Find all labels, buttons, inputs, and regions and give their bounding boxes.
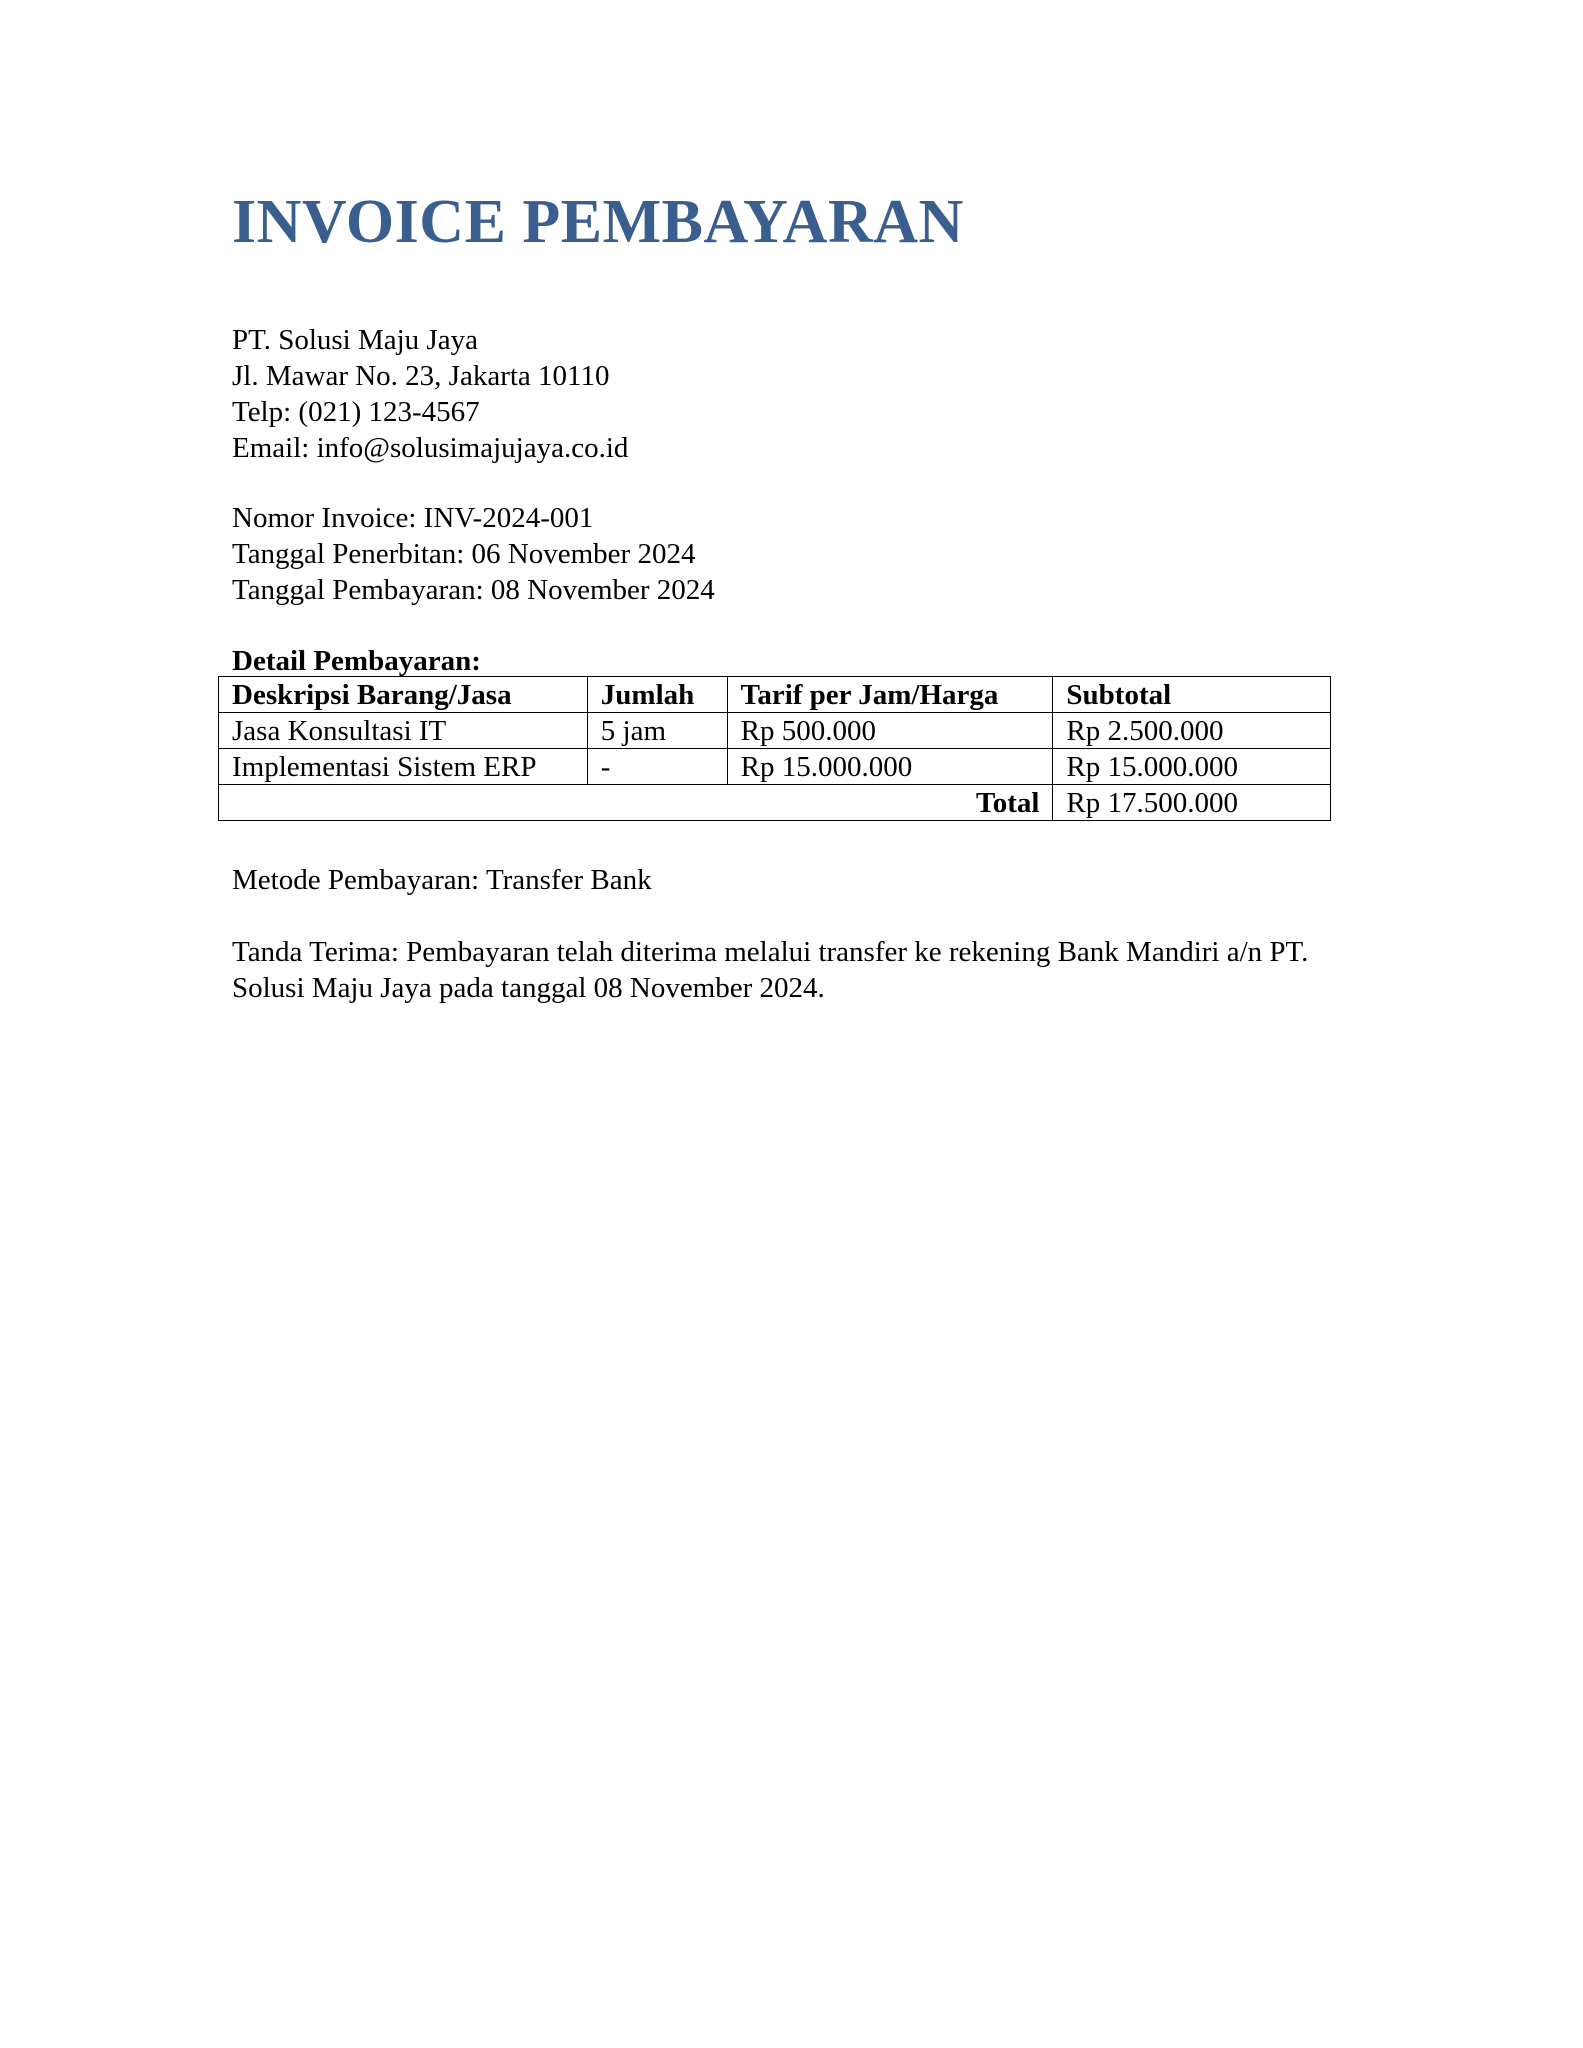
column-header-rate: Tarif per Jam/Harga <box>727 677 1053 713</box>
company-info <box>232 322 628 466</box>
invoice-meta <box>232 500 715 608</box>
details-heading: Detail Pembayaran: <box>232 645 481 677</box>
column-header-quantity: Jumlah <box>587 677 727 713</box>
table-row <box>219 749 1331 785</box>
column-header-description: Deskripsi Barang/Jasa <box>219 677 588 713</box>
cell-quantity: 5 jam <box>587 713 727 749</box>
payment-date: Tanggal Pembayaran: 08 November 2024 <box>232 574 715 606</box>
table-total-row <box>219 785 1331 821</box>
cell-subtotal: Rp 2.500.000 <box>1053 713 1331 749</box>
receipt-note-text: Tanda Terima: Pembayaran telah diterima melalui transfer ke rekening Bank Mandiri a/n PT. Solusi Maju Jaya pada tanggal 08 November 2024. <box>232 936 1309 1004</box>
cell-subtotal: Rp 15.000.000 <box>1053 749 1331 785</box>
cell-description: Implementasi Sistem ERP <box>219 749 588 785</box>
cell-rate: Rp 500.000 <box>727 713 1053 749</box>
cell-rate: Rp 15.000.000 <box>727 749 1053 785</box>
company-email: Email: info@solusimajujaya.co.id <box>232 432 629 464</box>
invoice-number: Nomor Invoice: INV-2024-001 <box>232 502 594 534</box>
total-value: Rp 17.500.000 <box>1053 785 1331 821</box>
table-row <box>219 713 1331 749</box>
payment-details-table <box>218 676 1331 821</box>
payment-method-text: Metode Pembayaran: Transfer Bank <box>232 864 652 896</box>
column-header-subtotal: Subtotal <box>1053 677 1331 713</box>
issue-date: Tanggal Penerbitan: 06 November 2024 <box>232 538 696 570</box>
company-address: Jl. Mawar No. 23, Jakarta 10110 <box>232 360 610 392</box>
cell-quantity: - <box>587 749 727 785</box>
table-header-row <box>219 677 1331 713</box>
payment-method <box>232 862 652 898</box>
cell-description: Jasa Konsultasi IT <box>219 713 588 749</box>
company-phone: Telp: (021) 123-4567 <box>232 396 480 428</box>
receipt-note <box>232 934 1352 1006</box>
company-name: PT. Solusi Maju Jaya <box>232 324 478 356</box>
document-title: INVOICE PEMBAYARAN <box>232 188 964 256</box>
total-label: Total <box>219 785 1053 821</box>
